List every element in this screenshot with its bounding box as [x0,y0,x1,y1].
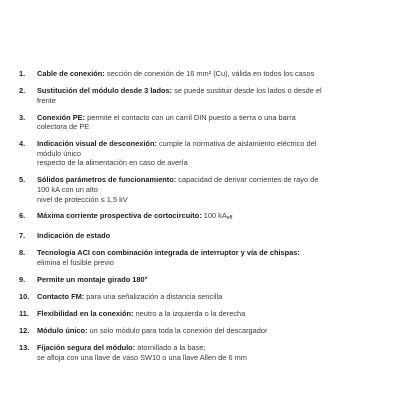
item-title: Permite un montaje girado 180° [37,275,148,285]
item-title: Sustitución del módulo desde 3 lados: [37,85,173,95]
item-title: Máxima corriente prospectiva de cortocircuito: [37,211,202,221]
feature-list [19,69,385,370]
item-description: capacidad de derivar corrientes de rayo de 100 kA con un alto nivel de protección ≤ 1,5 kV [37,175,319,204]
unit-subscript: eff [226,215,233,222]
item-number: 4. [19,139,26,149]
item-number: 9. [19,275,26,285]
item-title: Contacto FM: [37,292,85,302]
item-title: Indicación visual de desconexión: [37,139,157,149]
list-item [19,231,385,241]
item-number: 12. [19,325,30,335]
item-title: Conexión PE: [37,112,86,122]
item-number: 13. [19,342,30,352]
item-description: para una señalización a distancia sencilla [84,292,223,302]
item-number: 1. [19,69,26,78]
item-number: 6. [19,211,26,221]
list-item [19,309,385,319]
item-title: Indicación de estado [37,231,111,241]
item-number: 10. [19,292,30,302]
item-number: 2. [19,85,26,95]
item-description: cumple la normativa de aislamiento eléctrico del módulo único respecto de la alimentación en caso de avería [37,139,317,168]
item-description: un solo módulo para toda la conexión del descargador [87,325,268,335]
item-title: Sólidos parámetros de funcionamiento: [37,175,177,185]
item-description: elimina el fusible previo [37,258,114,268]
list-item [19,326,385,336]
list-item [19,139,385,168]
list-item [19,292,385,302]
item-title: Tecnología ACI con combinación integrada de interruptor y vía de chispas: [37,248,300,258]
item-title: Fijación segura del módulo: [37,342,136,352]
list-item [19,69,385,79]
item-title: Cable de conexión: [37,69,105,78]
item-number: 8. [19,248,26,258]
list-item [19,275,385,285]
item-number: 11. [19,309,29,318]
item-number: 5. [19,175,26,185]
list-item [19,86,385,105]
list-item [19,248,385,267]
list-item [19,175,385,204]
item-description: permite el contacto con un carril DIN puesto a tierra o una barra colectora de PE [37,112,296,132]
item-description: neutro a la izquierda o la derecha [133,309,246,318]
item-number: 7. [19,231,26,241]
item-title: Flexibilidad en la conexión: [37,309,134,318]
item-number: 3. [19,112,26,122]
list-item [19,343,385,362]
item-title: Módulo único: [37,325,88,335]
item-description: sección de conexión de 16 mm² (Cu), válida en todos los casos [104,69,315,78]
item-description: se puede sustituir desde los lados o desde el frente [37,85,322,105]
item-description: 100 kA [201,211,227,221]
list-item [19,211,385,224]
list-item [19,113,385,132]
item-description: atornillado a la base; se afloja con una llave de vaso SW10 o una llave Allen de 6 mm [37,342,247,362]
